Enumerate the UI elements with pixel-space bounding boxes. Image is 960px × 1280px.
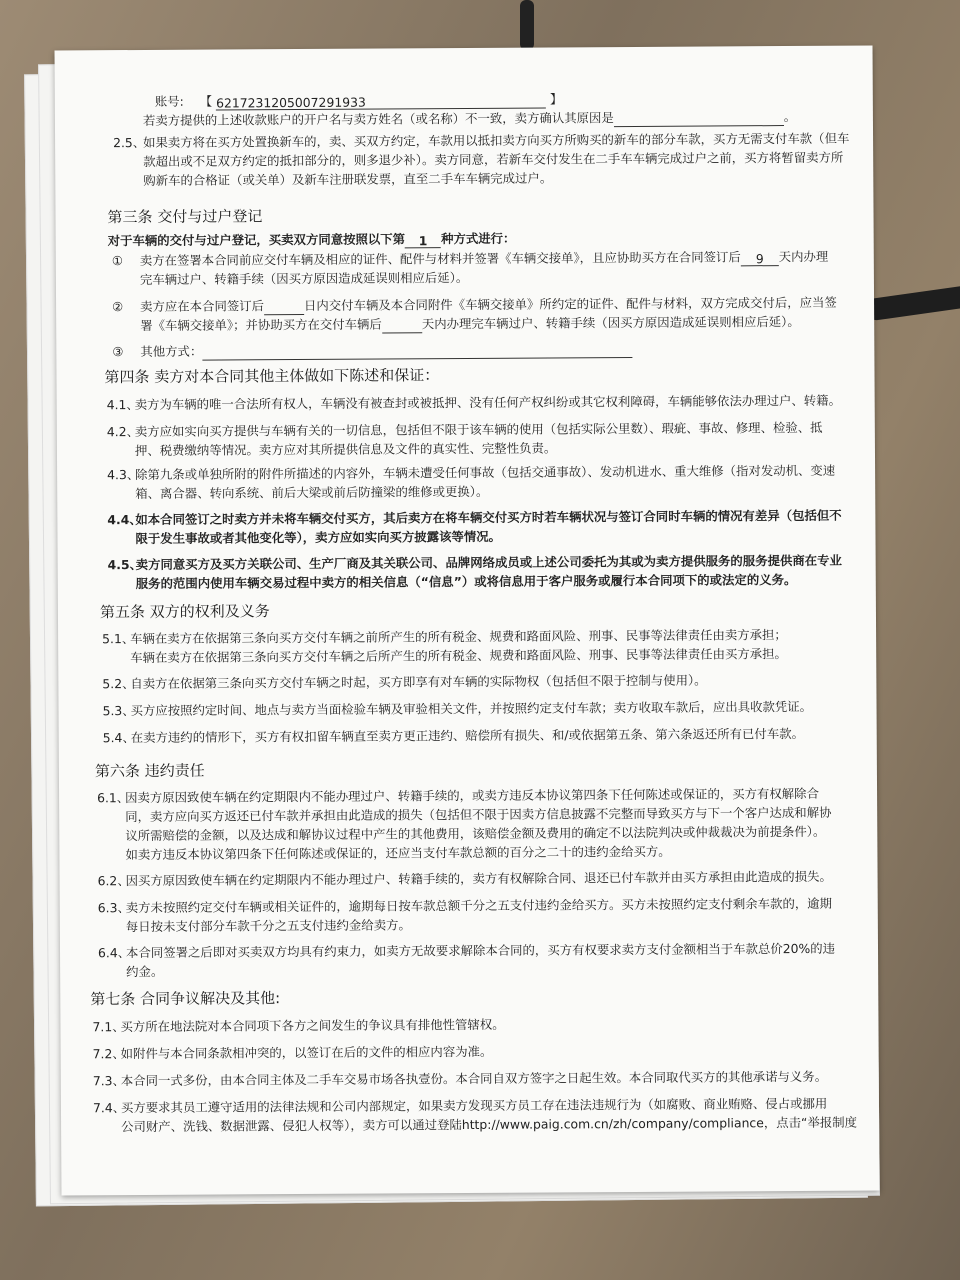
delivery-method-intro: 对于车辆的交付与过户登记，买卖双方同意按照以下第 1 种方式进行： xyxy=(107,230,516,249)
clause-number: 4.4、 xyxy=(107,511,142,528)
clause-text: 本合同一式多份，由本合同主体及二手车交易市场各执壹份。本合同自双方签字之日起生效。本合同取代买方的其他承诺与义务。 xyxy=(120,1068,828,1089)
clause-number: 7.2、 xyxy=(92,1046,125,1062)
account-number: 6217231205007291933 xyxy=(216,93,546,111)
clause-text: 如本合同签订之时卖方并未将车辆交付买方，其后卖方在将车辆交付买方时若车辆状况与签订合同时车辆的情况有差异（包括但不 xyxy=(135,507,842,528)
clause-text: 约金。 xyxy=(126,963,164,980)
other-method-blank xyxy=(202,342,632,361)
article-heading: 第七条 合同争议解决及其他: xyxy=(90,989,281,1009)
option-text: 卖方应在本合同签订后 日内交付车辆及本合同附件《车辆交接单》所约定的证件、配件与材料，双方完成交付后，应当签 xyxy=(140,294,837,314)
clause-text: 本合同签署之后即对买卖双方均具有约束力，如卖方无故要求解除本合同的，买方有权要求卖方支付金额相当于车款总价20%的违 xyxy=(125,940,836,961)
clause-number: 4.2、 xyxy=(106,424,139,440)
clause-number: 6.1、 xyxy=(97,790,130,806)
clause-text: 车辆在卖方在依据第三条向买方交付车辆之后所产生的所有税金、规费和路面风险、刑事、民事等法律责任由买方承担。 xyxy=(130,646,787,666)
clause-text: 卖方同意买方及买方关联公司、生产厂商及其关联公司、品牌网络成员或上述公司委托为其或为卖方提供服务的服务提供商在专业 xyxy=(135,552,842,573)
clause-text: 因买方原因致使车辆在约定期限内不能办理过户、转籍手续的，卖方有权解除合同、退还已付车款并由买方承担由此造成的损失。 xyxy=(125,868,832,889)
clause-text: 如卖方违反本协议第四条下任何陈述或保证的，还应当支付车款总额的百分之二十的违约金给买方。 xyxy=(125,843,671,863)
account-label: 账号: xyxy=(154,93,184,109)
clause-text: 卖方为车辆的唯一合法所有权人，车辆没有被查封或被抵押、没有任何产权纠纷或其它权利障碍，车辆能够依法办理过户、转籍。 xyxy=(134,392,841,413)
days-blank: 9 xyxy=(741,250,779,266)
account-row: 账号: 【 6217231205007291933 】 xyxy=(154,91,563,111)
clause-text: 公司财产、洗钱、数据泄露、侵犯人权等），卖方可以通过登陆http://www.paig.com.cn/zh/company/compliance，点击“举报制度 xyxy=(121,1114,858,1135)
clause-text: 买方要求其员工遵守适用的法律法规和公司内部规定，如果卖方发现买方员工存在违法违规行为（如腐败、商业贿赂、侵占或挪用 xyxy=(120,1095,828,1116)
clause-number: 4.5、 xyxy=(107,556,143,573)
clause-number: 4.3、 xyxy=(107,466,140,483)
clause-number: 7.4、 xyxy=(92,1100,126,1116)
clause-text: 购新车的合格证（或关单）及新车注册联发票，直至二手车车辆完成过户。 xyxy=(143,170,553,188)
clause-number: 5.1、 xyxy=(102,631,135,647)
clause-text: 箱、离合器、转向系统、前后大梁或前后防撞梁的维修或更换）。 xyxy=(135,483,489,502)
option-text: 署《车辆交接单》；并协助买方在交付车辆后 天内办理完车辆过户、转籍手续（因买方原因造成延误则相应后延）。 xyxy=(140,313,800,333)
clause-text: 如附件与本合同条款相冲突的，以签订在后的文件的相应内容为准。 xyxy=(120,1043,493,1062)
method-choice: 1 xyxy=(405,232,441,248)
option-mark: ② xyxy=(112,299,124,315)
clause-number: 4.1、 xyxy=(106,397,139,413)
account-note: 若卖方提供的上述收款账户的开户名与卖方姓名（或名称）不一致，卖方确认其原因是 。 xyxy=(142,108,797,128)
contract-page xyxy=(55,46,880,1196)
clause-text: 自卖方在依据第三条向买方交付车辆之时起，买方即享有对车辆的实际物权（包括但不限于控制与使用）。 xyxy=(130,672,707,692)
option-text: 其他方式： xyxy=(140,340,632,361)
clause-number: 6.2、 xyxy=(97,873,130,889)
clause-text: 同，卖方应向买方返还已付车款并承担由此造成的损失（包括但不限于因卖方信息披露不完整而导致买方与下一个客户达成和解协 xyxy=(125,804,832,825)
contract-text xyxy=(55,46,880,1196)
account-close-bracket: 】 xyxy=(549,91,563,107)
clause-text: 车辆在卖方在依据第三条向买方交付车辆之前所产生的所有税金、规费和路面风险、刑事、民事等法律责任由卖方承担； xyxy=(130,627,787,647)
clause-number: 5.3、 xyxy=(102,703,135,719)
days-blank xyxy=(264,299,304,315)
clause-number: 6.4、 xyxy=(97,945,131,961)
option-text: 完车辆过户、转籍手续（因买方原因造成延误则相应后延）。 xyxy=(139,269,469,287)
clause-text: 买方所在地法院对本合同项下各方之间发生的争议具有排他性管辖权。 xyxy=(120,1016,505,1035)
clause-number: 7.1、 xyxy=(92,1019,125,1035)
clause-number: 5.4、 xyxy=(102,730,135,746)
clause-text: 卖方应如实向买方提供与车辆有关的一切信息，包括但不限于该车辆的使用（包括实际公里数）、瑕疵、事故、修理、检验、抵 xyxy=(134,419,823,440)
clause-text: 卖方未按照约定交付车辆或相关证件的，逾期每日按车款总额千分之五支付违约金给买方。买方未按照约定支付剩余车款的，逾期 xyxy=(125,895,833,916)
cable xyxy=(520,0,534,50)
clause-text: 议所需赔偿的金额，以及达成和解协议过程中产生的其他费用，该赔偿金额及费用的确定不以法院判决或仲裁裁决为前提条件）。 xyxy=(125,823,826,844)
days-blank xyxy=(382,317,422,333)
clause-text: 每日按未支付部分车款千分之五支付违约金给卖方。 xyxy=(125,917,411,935)
clause-number: 6.3、 xyxy=(97,900,130,916)
clause-text: 如果卖方将在买方处置换新车的，卖、买双方约定，车款用以抵扣卖方向买方所购买的新车的部分车款，买方无需支付车款（但车 xyxy=(143,130,850,150)
clause-text: 买方应按照约定时间、地点与卖方当面检验车辆及审验相关文件，并按照约定支付车款；卖方收取车款后，应出具收款凭证。 xyxy=(130,698,813,719)
clause-text: 除第九条或单独所附的附件所描述的内容外，车辆未遭受任何事故（包括交通事故）、发动机进水、重大维修（指对发动机、变速 xyxy=(135,462,836,483)
article-heading: 第五条 双方的权利及义务 xyxy=(99,602,270,622)
clause-text: 限于发生事故或者其他变化等），卖方应如实向买方披露该等情况。 xyxy=(135,528,502,547)
clause-text: 押、税费缴纳等情况。卖方应对其所提供信息及文件的真实性、完整性负责。 xyxy=(134,440,557,459)
clause-text: 因卖方原因致使车辆在约定期限内不能办理过户、转籍手续的，或卖方违反本协议第四条下任何陈述或保证的，买方有权解除合 xyxy=(125,785,819,806)
clause-number: 7.3、 xyxy=(92,1073,125,1089)
article-heading: 第四条 卖方对本合同其他主体做如下陈述和保证： xyxy=(104,366,440,387)
clause-number: 2.5、 xyxy=(113,134,146,151)
reason-blank xyxy=(614,110,784,127)
clause-number: 5.2、 xyxy=(102,676,135,692)
article-heading: 第六条 违约责任 xyxy=(94,761,205,781)
clause-text: 款超出或不足双方约定的抵扣部分的，则多退少补）。卖方同意，若新车交付发生在二手车车辆完成过户之前，买方将暂留卖方所 xyxy=(143,149,844,169)
article-heading: 第三条 交付与过户登记 xyxy=(107,207,263,227)
clause-text: 服务的范围内使用车辆交易过程中卖方的相关信息（“信息”）或将信息用于客户服务或履行本合同项下的或法定的义务。 xyxy=(135,571,797,592)
option-text: 卖方在签署本合同前应交付车辆及相应的证件、配件与材料并签署《车辆交接单》，且应协助买方在合同签订后 9 天内办理 xyxy=(139,248,829,268)
clause-text: 在卖方违约的情形下，买方有权扣留车辆直至卖方更正违约、赔偿所有损失、和/或依据第五条、第六条返还所有已付车款。 xyxy=(130,725,805,746)
option-mark: ① xyxy=(111,253,123,269)
option-mark: ③ xyxy=(112,344,124,360)
